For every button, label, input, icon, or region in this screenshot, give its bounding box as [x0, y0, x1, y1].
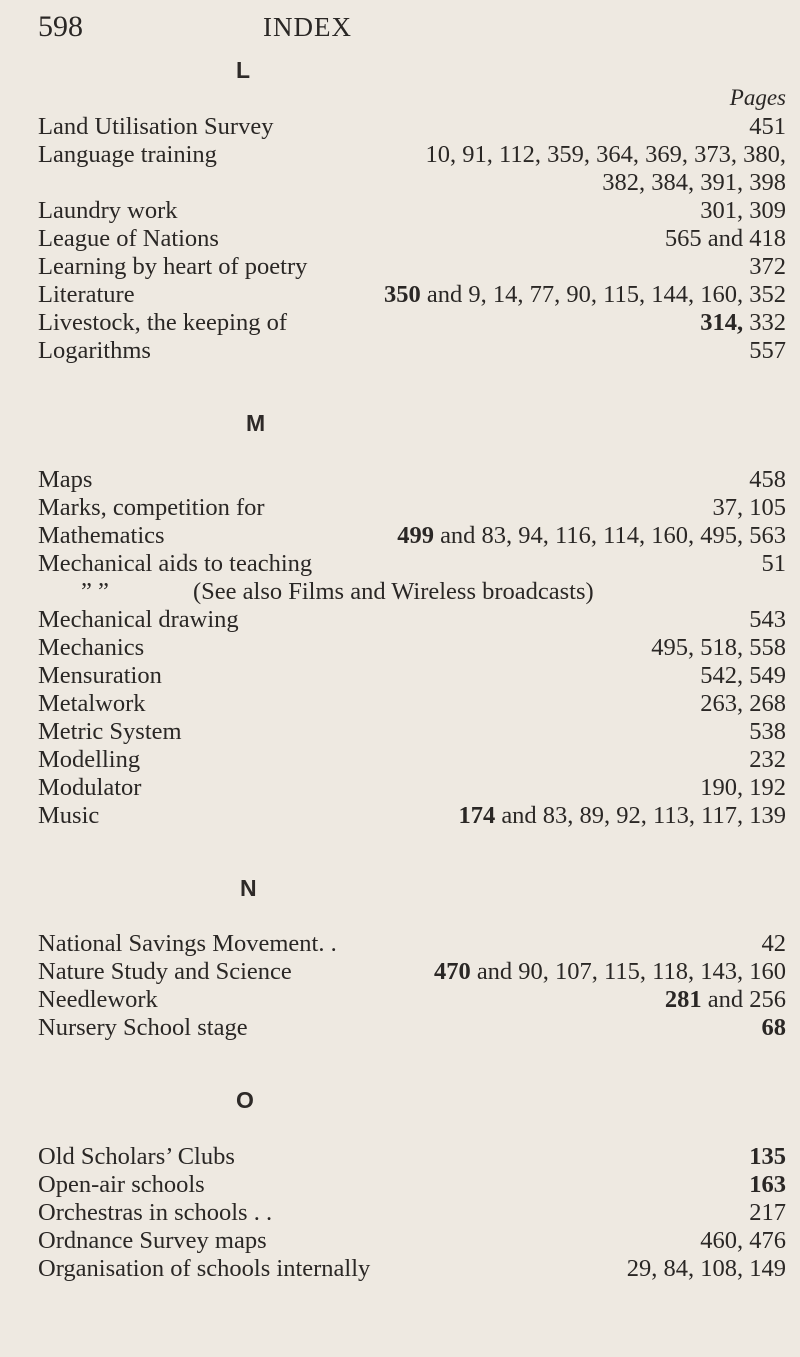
- entry-term: Orchestras in schools . .: [38, 1199, 273, 1226]
- entry-term: Language training: [38, 141, 217, 168]
- entry-pages: 495, 518, 558: [651, 634, 786, 661]
- entry-pages: 458: [749, 466, 786, 493]
- entry-term: Modulator: [38, 774, 142, 801]
- index-entry: [38, 281, 786, 309]
- entry-pages: [665, 986, 786, 1014]
- index-entry: [38, 802, 786, 830]
- entry-pages: [665, 225, 786, 253]
- entry-pages-rest: 91, 112, 359, 364, 369, 373, 380,: [456, 141, 786, 168]
- see-also-text: (See also Films and Wireless broadcasts): [193, 578, 594, 605]
- index-entry: [38, 986, 786, 1014]
- index-entry: [38, 1143, 786, 1171]
- index-entry-continuation: [38, 169, 786, 197]
- entry-pages-bold: 10,: [425, 141, 457, 168]
- entry-pages: 217: [749, 1199, 786, 1226]
- entry-pages-bold: 281: [664, 986, 702, 1013]
- index-entry: [38, 1199, 786, 1227]
- entry-term: National Savings Movement. .: [38, 930, 337, 957]
- section-letter-o: O: [236, 1087, 254, 1113]
- entry-pages: 51: [761, 550, 786, 577]
- index-entry: [38, 718, 786, 746]
- index-entry: [38, 253, 786, 281]
- entry-pages-rest: and 83, 89, 92, 113, 117, 139: [495, 802, 786, 829]
- entry-term: Nursery School stage: [38, 1014, 248, 1041]
- entry-term: Learning by heart of poetry: [38, 253, 308, 280]
- index-entry: [38, 1014, 786, 1042]
- entry-pages: 543: [749, 606, 786, 633]
- entry-pages-rest: and 9, 14, 77, 90, 115, 144, 160, 352: [420, 281, 786, 308]
- entry-term: Maps: [38, 466, 93, 493]
- entry-pages: 232: [749, 746, 786, 773]
- index-entry: [38, 930, 786, 958]
- page-number: 598: [38, 10, 83, 43]
- entry-pages-bold: 470: [433, 958, 471, 985]
- entry-term: Mechanics: [38, 634, 145, 661]
- entry-pages: 557: [749, 337, 786, 364]
- entry-pages-bold: 68: [761, 1014, 786, 1041]
- index-entry: [38, 634, 786, 662]
- entry-pages: 37, 105: [712, 494, 786, 521]
- entry-term: Logarithms: [38, 337, 151, 364]
- entry-term: Metalwork: [38, 690, 146, 717]
- entry-pages-bold: 314,: [700, 309, 744, 336]
- entry-pages-bold: 135: [749, 1143, 786, 1170]
- entry-term: Old Scholars’ Clubs: [38, 1143, 235, 1170]
- index-entry: [38, 197, 786, 225]
- entry-pages-bold: 350: [384, 281, 421, 308]
- entry-term: Metric System: [38, 718, 182, 745]
- section-letter-m: M: [246, 410, 266, 436]
- entry-pages: 29, 84, 108, 149: [626, 1255, 786, 1282]
- index-entry: [38, 522, 786, 550]
- entry-pages-rest: and 418: [701, 225, 786, 252]
- index-entry: [38, 113, 786, 141]
- index-entry: [38, 662, 786, 690]
- index-entry: [38, 225, 786, 253]
- entry-term: Mechanical drawing: [38, 606, 239, 633]
- entry-term: Laundry work: [38, 197, 178, 224]
- entry-pages: 382, 384, 391, 398: [602, 169, 786, 196]
- entry-term: Marks, competition for: [38, 494, 265, 521]
- index-entry: [38, 1227, 786, 1255]
- entry-pages-rest: and 90, 107, 115, 118, 143, 160: [470, 958, 786, 985]
- entry-pages: 263, 268: [700, 690, 786, 717]
- index-entry: [38, 1255, 786, 1283]
- index-entry: [38, 550, 786, 578]
- entry-term: Land Utilisation Survey: [38, 113, 274, 140]
- entry-pages: [700, 309, 786, 337]
- entry-term: Ordnance Survey maps: [38, 1227, 267, 1254]
- index-entry: [38, 1171, 786, 1199]
- index-entry: [38, 309, 786, 337]
- entry-pages: 538: [749, 718, 786, 745]
- entry-pages: [397, 522, 786, 550]
- index-entry: [38, 466, 786, 494]
- entry-pages-rest: and 83, 94, 116, 114, 160, 495, 563: [433, 522, 786, 549]
- entry-term: Literature: [38, 281, 135, 308]
- entry-pages: [384, 281, 786, 309]
- entry-pages-bold: 499: [397, 522, 434, 549]
- entry-pages: [434, 958, 786, 986]
- entry-term: Mechanical aids to teaching: [38, 550, 313, 577]
- entry-pages: [458, 802, 786, 830]
- index-entry: [38, 746, 786, 774]
- index-entry: [38, 958, 786, 986]
- index-entry: [38, 337, 786, 365]
- entry-term: Modelling: [38, 746, 141, 773]
- page-title: INDEX: [263, 12, 352, 42]
- entry-pages: 460, 476: [700, 1227, 786, 1254]
- entry-pages-bold: 565: [664, 225, 702, 252]
- entry-term: Needlework: [38, 986, 158, 1013]
- entry-pages: 451: [749, 113, 786, 140]
- index-entry: [38, 690, 786, 718]
- entry-pages: 301, 309: [700, 197, 786, 224]
- entry-pages-rest: and 256: [701, 986, 786, 1013]
- ditto-marks: ” ”: [81, 578, 109, 605]
- entry-pages: 190, 192: [700, 774, 786, 801]
- entry-pages: 372: [749, 253, 786, 280]
- entry-term: Music: [38, 802, 100, 829]
- index-entry: [38, 774, 786, 802]
- page-header: [38, 10, 798, 50]
- entry-pages: [749, 1171, 786, 1199]
- entry-term: Organisation of schools internally: [38, 1255, 371, 1282]
- entry-pages: [762, 1014, 787, 1042]
- entry-pages: [749, 1143, 786, 1171]
- entry-term: Mensuration: [38, 662, 162, 689]
- entry-term: Nature Study and Science: [38, 958, 292, 985]
- entry-pages: 42: [761, 930, 786, 957]
- section-letter-l: L: [236, 57, 251, 83]
- pages-column-label: Pages: [729, 85, 786, 110]
- index-entry: [38, 606, 786, 634]
- index-entry: [38, 141, 786, 169]
- section-letter-n: N: [240, 875, 257, 901]
- cross-reference-note: [38, 578, 786, 606]
- entry-pages-rest: 332: [743, 309, 786, 336]
- entry-pages-bold: 163: [749, 1171, 786, 1198]
- entry-term: League of Nations: [38, 225, 219, 252]
- index-entry: [38, 494, 786, 522]
- entry-term: Mathematics: [38, 522, 165, 549]
- entry-pages: [426, 141, 786, 169]
- entry-term: Open-air schools: [38, 1171, 205, 1198]
- entry-term: Livestock, the keeping of: [38, 309, 288, 336]
- entry-pages: 542, 549: [700, 662, 786, 689]
- entry-pages-bold: 174: [458, 802, 496, 829]
